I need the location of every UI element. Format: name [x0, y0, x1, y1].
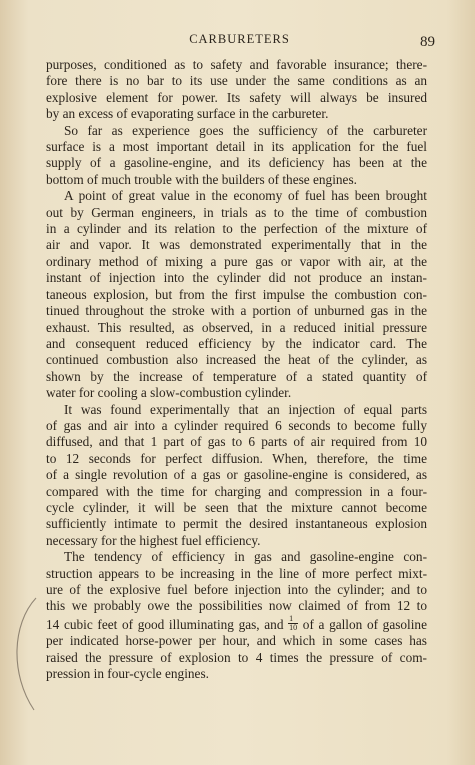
- text-line: surface is a most important detail in its application for the fuel: [46, 139, 427, 155]
- text-line: supply of a gasoline-engine, and its deficiency has been at the: [46, 155, 427, 171]
- fraction: [288, 615, 298, 632]
- text-line: necessary for the highest fuel efficiency.: [46, 532, 261, 548]
- text-line: to 12 seconds for perfect diffusion. When, therefore, the time: [46, 450, 427, 466]
- fraction-line-after: of a gallon of gasoline: [298, 616, 427, 632]
- text-line: out by German engineers, in trials as to the time of combustion: [46, 204, 427, 220]
- text-line: taneous explosion, but from the first impulse the combustion con-: [46, 286, 427, 302]
- text-line: The tendency of efficiency in gas and gasoline-engine con-: [64, 549, 427, 565]
- text-line-fraction: [46, 615, 427, 633]
- text-line: continued combustion also increased the heat of the cylinder, as: [46, 352, 427, 368]
- text-line: raised the pressure of explosion to 4 times the pressure of com-: [46, 649, 427, 665]
- text-line: So far as experience goes the sufficiency of the carbureter: [64, 122, 427, 138]
- page-body: [46, 57, 427, 682]
- text-line: pression in four-cycle engines.: [46, 666, 209, 682]
- text-line: diffused, and that 1 part of gas to 6 parts of air required from 10: [46, 434, 427, 450]
- fraction-denominator: 10: [289, 622, 298, 632]
- text-line: cycle cylinder, it will be seen that the mixture cannot become: [46, 499, 427, 515]
- text-line: per indicated horse-power per hour, and which in some cases has: [46, 633, 427, 649]
- text-line: sufficiently intimate to permit the desired instantaneous explosion: [46, 516, 427, 532]
- text-line: purposes, conditioned as to safety and favorable insurance; there-: [46, 57, 427, 72]
- pencil-margin-mark: [6, 594, 46, 714]
- text-line: compared with the time for charging and compression in a four-: [46, 483, 427, 499]
- paragraph: [46, 402, 427, 550]
- text-line: tinued throughout the stroke with a portion of unburned gas in the: [46, 303, 427, 319]
- text-line: of gas and air into a cylinder required 6 seconds to become fully: [46, 417, 427, 433]
- text-line: It was found experimentally that an injection of equal parts: [64, 401, 427, 417]
- text-line: water for cooling a slow-combustion cylinder.: [46, 385, 292, 401]
- text-line: by an excess of evaporating surface in the carbureter.: [46, 106, 329, 122]
- text-line: fore there is no bar to its use under the same conditions as an: [46, 73, 427, 89]
- text-line: shown by the increase of temperature of a stated quantity of: [46, 368, 427, 384]
- text-line: struction appears to be increasing in the line of more perfect mixt-: [46, 565, 427, 581]
- running-head: CARBURETERS: [189, 32, 290, 46]
- page-number: 89: [420, 34, 435, 50]
- text-line: in a cylinder and its relation to the perfection of the mixture of: [46, 221, 427, 237]
- fraction-line-before: 14 cubic feet of good illuminating gas, and: [46, 616, 289, 632]
- text-line: and consequent reduced efficiency by the indicator card. The: [46, 335, 427, 351]
- paragraph: [46, 123, 427, 189]
- text-line: exhaust. This resulted, as observed, in a reduced initial pressure: [46, 319, 427, 335]
- text-line: A point of great value in the economy of fuel has been brought: [64, 188, 427, 204]
- body-text: [46, 57, 427, 615]
- text-line: of a single revolution of a gas or gasoline-engine is considered, as: [46, 467, 427, 483]
- text-line: air and vapor. It was demonstrated experimentally that in the: [46, 237, 427, 253]
- text-line: explosive element for power. Its safety will always be insured: [46, 89, 427, 105]
- fraction-numerator: 1: [288, 615, 298, 624]
- text-line: bottom of much trouble with the builders of these engines.: [46, 171, 357, 187]
- paragraph: [46, 57, 427, 123]
- text-line: ordinary method of mixing a pure gas or vapor with air, at the: [46, 253, 427, 269]
- paragraph-final-continuation: [46, 615, 427, 683]
- page-header: [44, 30, 435, 52]
- paragraph: [46, 188, 427, 401]
- text-line: instant of injection into the cylinder did not produce an instan-: [46, 270, 427, 286]
- text-line: ure of the explosive fuel before injection into the cylinder; and to: [46, 582, 427, 597]
- paragraph: [46, 549, 427, 615]
- text-line: this we probably owe the possibilities now claimed of from 12 to: [46, 598, 427, 614]
